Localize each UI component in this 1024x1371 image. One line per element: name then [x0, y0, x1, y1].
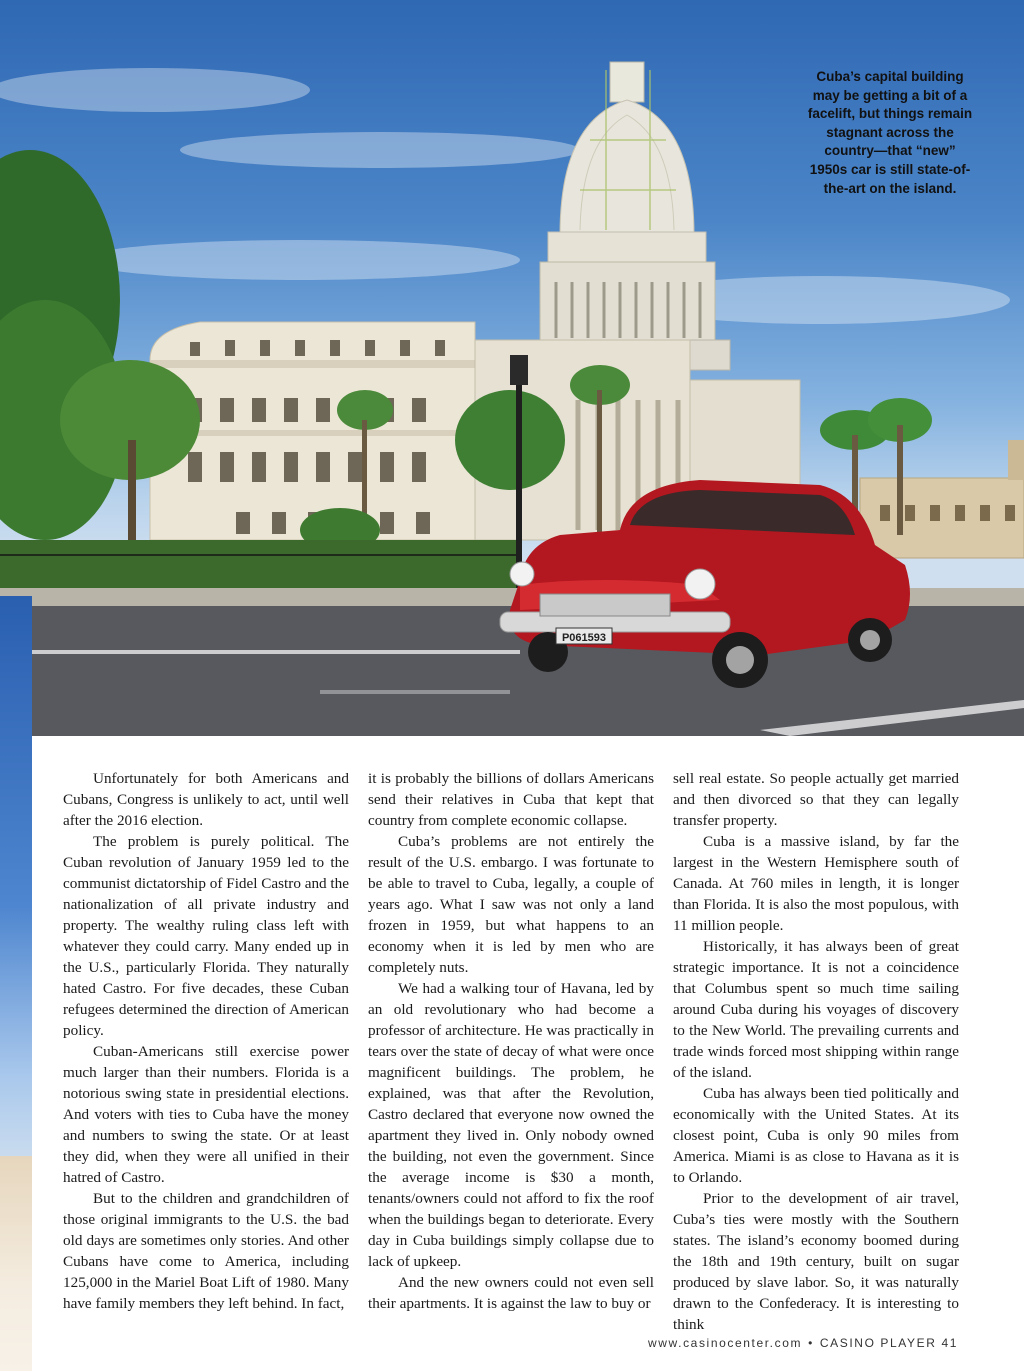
paragraph: Prior to the development of air travel, Cuba’s ties were mostly with the Southern states. The island’s economy boomed during the 18th and 19th century, built on sugar produced by slave labor. So, it was naturally drawn to the Confederacy. It is interesting to think: [673, 1190, 959, 1333]
left-edge-rock: [0, 1156, 32, 1371]
capitol-dome: [530, 62, 730, 370]
paragraph: Cuban-Americans still exercise power much larger than their numbers. Florida is a notorious swing state in presidential elections. And voters with ties to Cuba have the money and numbers to swing the state. Or at least they did, when they were all unified in their hatred of Castro.: [63, 1043, 349, 1186]
article-column-1: [63, 768, 349, 1314]
paragraph: And the new owners could not even sell their apartments. It is against the law to buy or: [368, 1274, 654, 1312]
footer-bullet: •: [808, 1336, 814, 1350]
paragraph: Cuba’s problems are not entirely the result of the U.S. embargo. I was fortunate to be able to travel to Cuba, legally, a couple of years ago. What I saw was not only a land frozen in 1959, but what happens to an economy when it is led by men who are completely nuts.: [368, 833, 654, 976]
paragraph: it is probably the billions of dollars Americans send their relatives in Cuba that kept that country from complete economic collapse.: [368, 770, 654, 829]
paragraph: But to the children and grandchildren of those original immigrants to the U.S. the bad old days are sometimes only stories. And other Cubans have come to America, including 125,000 in the Mariel Boat Lift of 1980. Many have family members they left behind. In fact,: [63, 1190, 349, 1312]
footer-url: www.casinocenter.com: [648, 1336, 803, 1350]
paragraph: We had a walking tour of Havana, led by an old revolutionary who had become a professor of architecture. He was practically in tears over the state of decay of what were once magnificent buildings. The problem, he explained, was that after the Revolution, Castro declared that everyone now owned the apartment they lived in. Only nobody owned the building, not even the government. Since the average income is $30 a month, tenants/owners could not afford to fix the roof when the buildings began to deteriorate. Every day in Cuba buildings simply collapse due to lack of upkeep.: [368, 980, 654, 1270]
paragraph: Historically, it has always been of great strategic importance. It is not a coincidence that Columbus spent so much time sailing around Cuba during his voyages of discovery to the New World. The prevailing currents and trade winds forced most shipping within range of the island.: [673, 938, 959, 1081]
article-column-3: [673, 768, 959, 1335]
photo-caption: Cuba’s capital building may be getting a bit of a facelift, but things remain stagnant across the country—that “new” 1950s car is still state-of-the-art on the island.: [807, 69, 973, 196]
footer-magazine: CASINO PLAYER: [819, 1336, 937, 1350]
paragraph: The problem is purely political. The Cuban revolution of January 1959 led to the communist dictatorship of Fidel Castro and the nationalization of all private industry and property. The wealthy ruling class left with whatever they could carry. Many ended up in the U.S., particularly Florida. They naturally hated Castro. For five decades, these Cuban refugees determined the direction of American policy.: [63, 833, 349, 1039]
left-edge-photo-strip: [0, 596, 32, 1371]
paragraph: Cuba has always been tied politically and economically with the United States. At its closest point, Cuba is only 90 miles from America. Miami is as close to Havana as it is to Orlando.: [673, 1085, 959, 1186]
paragraph: Unfortunately for both Americans and Cubans, Congress is unlikely to act, until well after the 2016 election.: [63, 770, 349, 829]
page-footer: [648, 1336, 958, 1350]
paragraph: sell real estate. So people actually get married and then divorced so that they can legally transfer property.: [673, 770, 959, 829]
article-column-2: [368, 768, 654, 1314]
license-plate-text: P061593: [561, 632, 607, 644]
paragraph: Cuba is a massive island, by far the largest in the Western Hemisphere south of Canada. At 760 miles in length, it is longer than Florida. It is also the most populous, with 11 million people.: [673, 833, 959, 934]
page-number: 41: [941, 1336, 958, 1350]
